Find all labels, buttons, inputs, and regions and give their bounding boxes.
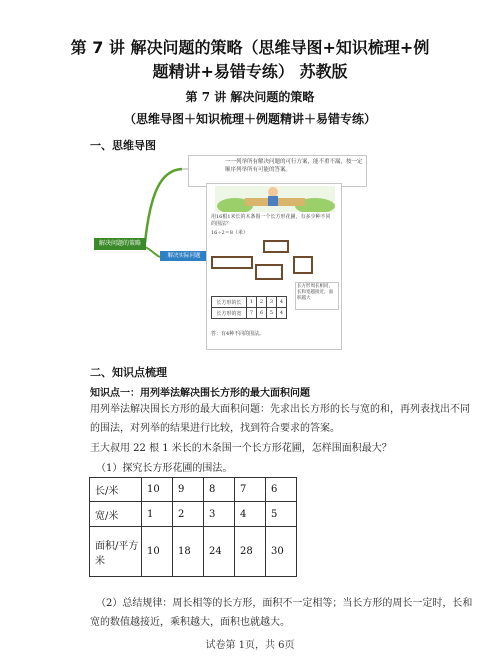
table-cell: 5 [266, 502, 297, 527]
table-cell: 30 [266, 527, 297, 577]
table-cell: 10 [142, 478, 173, 502]
knowledge-paragraph [90, 400, 470, 438]
summary-line-2: 宽的数值越接近，乘积越大，面积也就越大。 [90, 617, 290, 628]
mind-map-branch-example: 解决实际问题 [160, 251, 208, 261]
section-mindmap-heading: 一、思维导图 [90, 139, 156, 152]
step-1: （1）探究长方形花圃的围法。 [96, 463, 233, 474]
table-cell: 18 [173, 527, 204, 577]
table-cell: 8 [204, 478, 235, 502]
mini-table-row [212, 297, 287, 308]
table-row [90, 502, 297, 527]
table-cell: 9 [173, 478, 204, 502]
row-label-line: 米 [95, 555, 105, 567]
summary-line-1: （2）总结规律：周长相等的长方形，面积不一定相等；当长方形的周长一定时，长和 [96, 598, 473, 609]
mini-cell: 2 [257, 297, 267, 308]
table-cell: 1 [142, 502, 173, 527]
method-text: 一一列举所有解决问题的可行方案，能不重不漏，按一定顺序列举所有可能的答案。 [225, 159, 363, 173]
table-cell: 7 [235, 478, 266, 502]
table-cell: 3 [204, 502, 235, 527]
mini-cell: 5 [267, 308, 277, 319]
subtitle-contents: （思维导图＋知识梳理＋例题精讲＋易错专练） [123, 112, 376, 126]
mini-cell: 4 [277, 297, 287, 308]
mini-cell: 3 [267, 297, 277, 308]
rectangle-shape-2 [211, 256, 253, 269]
calc-text: 16÷2＝8（米） [211, 230, 248, 236]
table-cell: 24 [204, 527, 235, 577]
title-line-1: 第 7 讲 解决问题的策略（思维导图+知识梳理+例 [70, 38, 430, 57]
page-footer: 试卷第 1页，共 6页 [205, 640, 295, 651]
paragraph-line-2: 的围法，对列举的结果进行比较，找到符合要求的答案。 [90, 423, 340, 434]
garden-table [89, 477, 297, 577]
garden-illustration [215, 186, 335, 212]
subtitle-lesson: 第 7 讲 解决问题的策略 [185, 90, 315, 104]
mini-cell: 1 [247, 297, 257, 308]
mini-cell: 6 [257, 308, 267, 319]
table-row [90, 478, 297, 502]
summary [90, 594, 476, 632]
paragraph-line-1: 用列举法解决围长方形的最大面积问题：先求出长方形的长与宽的和，再列表找出不同 [90, 404, 470, 415]
mini-row-label: 长方形的宽 [212, 308, 247, 319]
table-cell: 6 [266, 478, 297, 502]
row-label: 长/米 [90, 478, 142, 502]
rectangle-shape-3 [255, 264, 283, 280]
mini-cell: 4 [277, 308, 287, 319]
knowledge-point-1: 知识点一：用列举法解决围长方形的最大面积问题 [90, 388, 310, 399]
row-label-line: 面积/平方 [95, 540, 139, 552]
section-knowledge-heading: 二、知识点梳理 [90, 366, 167, 379]
rectangle-shape-4 [293, 256, 313, 274]
table-cell: 10 [142, 527, 173, 577]
row-label: 宽/米 [90, 502, 142, 527]
rectangle-shape-1 [263, 240, 289, 253]
table-cell: 2 [173, 502, 204, 527]
table-cell: 28 [235, 527, 266, 577]
mini-cell: 7 [247, 308, 257, 319]
example-panel [206, 183, 342, 350]
example-question: 王大叔用 22 根 1 米长的木条围一个长方形花圃，怎样围面积最大？ [90, 443, 392, 454]
mind-map-answer: 答：有4种不同的围法。 [211, 331, 265, 337]
rule-note: 长方形周长相同，长和宽越接近，面积越大 [297, 284, 333, 301]
mini-row-label: 长方形的长 [212, 297, 247, 308]
mind-map-root-node: 解决问题的策略 [94, 238, 146, 250]
problem-text: 用16根1米长的木条围一个长方形花圃，有多少种不同的围法？ [211, 214, 331, 227]
table-row [90, 527, 297, 577]
mind-map [90, 155, 363, 350]
rule-note-box [295, 282, 339, 310]
document-title [10, 36, 490, 84]
mini-table-row [212, 308, 287, 319]
table-cell: 4 [235, 502, 266, 527]
mini-table [211, 296, 287, 319]
title-line-2: 题精讲+易错专练） 苏教版 [152, 62, 348, 81]
row-label [90, 527, 142, 577]
